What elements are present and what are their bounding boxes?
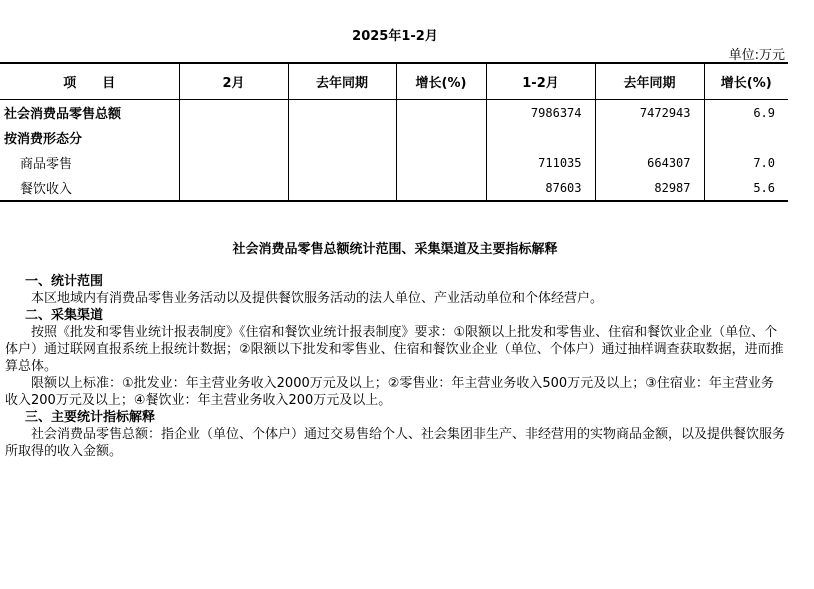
cell-ytd-prev [595, 125, 704, 150]
cell-ytd-prev: 82987 [595, 175, 704, 201]
col-header-feb: 2月 [179, 63, 288, 100]
cell-ytd-prev: 7472943 [595, 100, 704, 126]
cell-feb [179, 175, 288, 201]
section-text-threshold: 限额以上标准：①批发业：年主营业务收入2000万元及以上；②零售业：年主营业务收入500万元及以上；③住宿业：年主营业务收入200万元及以上；④餐饮业：年主营业务收入200万元及以上。 [5, 376, 774, 408]
cell-feb [179, 150, 288, 175]
row-label: 餐饮收入 [0, 175, 179, 201]
row-label: 商品零售 [20, 157, 73, 172]
cell-ytd-growth [704, 125, 788, 150]
cell-ytd-growth: 6.9 [704, 100, 788, 126]
section-heading-definitions: 三、主要统计指标解释 [25, 410, 156, 425]
cell-ytd: 711035 [486, 150, 595, 175]
table-row [0, 125, 788, 150]
table-row [0, 100, 788, 126]
section-heading-scope: 一、统计范围 [25, 274, 104, 289]
col-header-feb-growth: 增长(%) [396, 63, 486, 100]
cell-feb-growth [396, 150, 486, 175]
cell-feb-prev [288, 100, 396, 126]
section-text-channel: 按照《批发和零售业统计报表制度》《住宿和餐饮业统计报表制度》要求：①限额以上批发和零售业、住宿和餐饮业企业（单位、个体户）通过联网直报系统上报统计数据；②限额以下批发和零售业、住宿和餐饮业企业（单位、个体户）通过抽样调查获取数据，进而推算总体。 [5, 325, 784, 374]
cell-ytd-growth: 5.6 [704, 175, 788, 201]
cell-feb [179, 100, 288, 126]
col-header-item: 项 目 [0, 63, 179, 100]
retail-sales-table [0, 62, 788, 202]
cell-feb [179, 125, 288, 150]
unit-label: 单位:万元 [728, 48, 785, 63]
cell-ytd-prev: 664307 [595, 150, 704, 175]
section-heading-channel: 二、采集渠道 [25, 308, 104, 323]
row-label: 按消费形态分 [4, 132, 83, 147]
row-label: 社会消费品零售总额 [4, 107, 122, 122]
col-header-ytd-growth: 增长(%) [704, 63, 788, 100]
cell-feb-prev [288, 150, 396, 175]
table-row [0, 175, 788, 201]
cell-feb-growth [396, 125, 486, 150]
cell-feb-growth [396, 100, 486, 126]
cell-feb-growth [396, 175, 486, 201]
col-header-ytd: 1-2月 [486, 63, 595, 100]
cell-ytd-growth: 7.0 [704, 150, 788, 175]
cell-feb-prev [288, 175, 396, 201]
col-header-ytd-prev: 去年同期 [595, 63, 704, 100]
cell-ytd: 7986374 [486, 100, 595, 126]
cell-ytd: 87603 [486, 175, 595, 201]
notes-body [5, 273, 786, 460]
cell-feb-prev [288, 125, 396, 150]
table-header-row [0, 63, 788, 100]
cell-ytd [486, 125, 595, 150]
report-period: 2025年1-2月 [352, 29, 438, 44]
col-header-feb-prev: 去年同期 [288, 63, 396, 100]
table-row [0, 150, 788, 175]
section-text-scope: 本区地域内有消费品零售业务活动以及提供餐饮服务活动的法人单位、产业活动单位和个体经营户。 [31, 291, 604, 306]
section-text-definitions: 社会消费品零售总额：指企业（单位、个体户）通过交易售给个人、社会集团非生产、非经营用的实物商品金额，以及提供餐饮服务所取得的收入金额。 [5, 427, 786, 459]
notes-title: 社会消费品零售总额统计范围、采集渠道及主要指标解释 [232, 242, 558, 257]
